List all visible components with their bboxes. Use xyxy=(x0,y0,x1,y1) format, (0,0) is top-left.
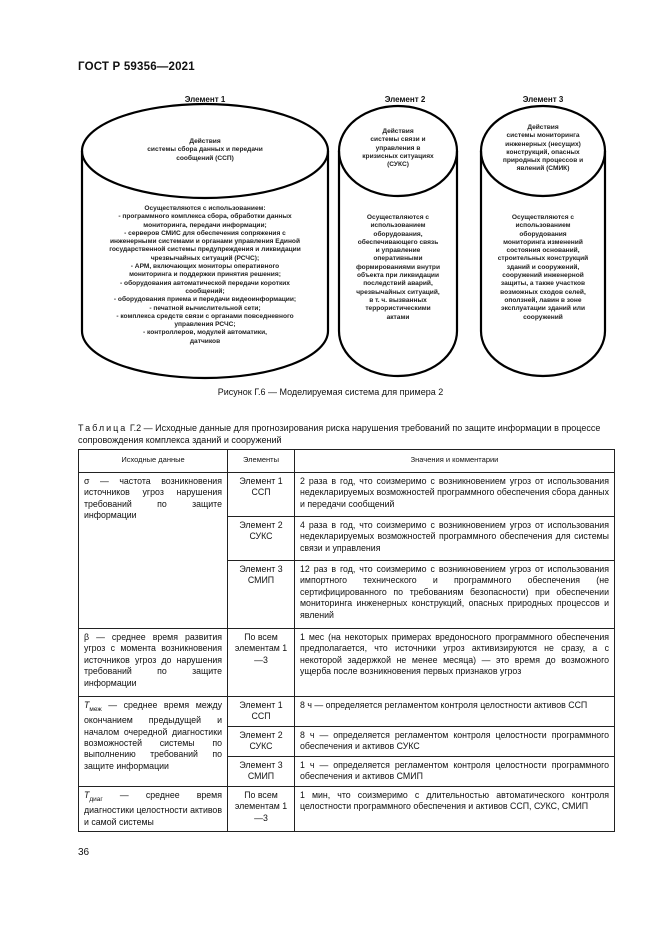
table-row xyxy=(79,787,615,832)
element-cell: Элемент 2 СУКС xyxy=(228,517,295,561)
table-caption-label: Таблица xyxy=(78,423,128,433)
value-cell: 4 раза в год, что соизмеримо с возникновением угроз от использования недекларируемых возможностей программного обеспечения для системы связи и управления xyxy=(295,517,615,561)
element-cell: Элемент 2 СУКС xyxy=(228,727,295,757)
figure-caption: Рисунок Г.6 — Моделируемая система для примера 2 xyxy=(217,387,444,397)
param-symbol: T xyxy=(84,790,90,800)
table-caption-text: Г.2 — Исходные данные для прогнозирования риска нарушения требований по защите информации в процессе сопровождения комплекса зданий и сооружений xyxy=(78,423,601,445)
source-data-table xyxy=(78,449,615,832)
element-cell: Элемент 1 ССП xyxy=(228,697,295,727)
value-cell: 2 раза в год, что соизмеримо с возникновением угроз от использования недекларируемых возможностей программного обеспечения сбора данных и передачи сообщений xyxy=(295,473,615,517)
element-1-heading: Элемент 1 xyxy=(184,95,226,104)
element-cell: По всем элементам 1—3 xyxy=(228,787,295,832)
header-elements: Элементы xyxy=(228,450,295,473)
element-2-top-text: Действия системы связи и управления в кризисных ситуациях (СУКС) xyxy=(362,128,434,169)
param-t-diag xyxy=(79,787,228,832)
element-3-heading: Элемент 3 xyxy=(522,95,564,104)
element-cell: По всем элементам 1—3 xyxy=(228,629,295,697)
param-description: — среднее время между окончанием предыдущей и началом очередной диагностики возможностей системы по выполнению требований по защите информации xyxy=(84,700,222,771)
value-cell: 1 ч — определяется регламентом контроля целостности программного обеспечения и активов СМИП xyxy=(295,757,615,787)
table-row xyxy=(79,697,615,727)
value-cell: 1 мин, что соизмеримо с длительностью автоматического контроля целостности программного обеспечения и активов ССП, СУКС, СМИП xyxy=(295,787,615,832)
param-sigma: σ — частота возникновения источников угроз нарушения требований по защите информации xyxy=(79,473,228,629)
param-subscript: меж xyxy=(89,705,102,713)
header-values: Значения и комментарии xyxy=(295,450,615,473)
element-2-body-text: Осуществляются с использованием оборудования, обеспечивающего связь и управление оперативными формированиями внутри объекта при ликвидации последствий аварий, чрезвычайных ситуаций, в т. ч. вызванных террористическими актами xyxy=(355,214,440,321)
param-subscript: диаг xyxy=(89,795,103,803)
table-row xyxy=(79,473,615,517)
element-cell: Элемент 3 СМИП xyxy=(228,561,295,629)
value-cell: 12 раз в год, что соизмеримо с возникновением угроз от использования импортного технического и программного обеспечения (не сертифицированного по требованиям безопасности) при обеспечении мониторинга инженерных конструкций, опасных природных процессов и явлений xyxy=(295,561,615,629)
element-1-body-text: Осуществляются с использованием: - программного комплекса сбора, обработки данных мониторинга, передачи информации; - серверов СМИС для обеспечения сопряжения с инженерными системами и органами управления Единой государственной системы предупреждения и ликвидации чрезвычайных ситуаций (РСЧС); - АРМ, включающих мониторы оперативного мониторинга и поддержки принятия решения; - оборудования автоматической передачи коротких сообщений; - оборудования приема и передачи видеоинформации; - печатной вычислительной сети; - комплекса средств связи с органами повседневного управления РСЧС; - контроллеров, модулей автоматики, датчиков xyxy=(109,205,301,345)
table-header-row xyxy=(79,450,615,473)
param-beta: β — среднее время развития угроз с момента возникновения источников угроз до нарушения требований по защите информации xyxy=(79,629,228,697)
element-3-top-text: Действия системы мониторинга инженерных (несущих) конструкций, опасных природных процессов и явлений (СМИК) xyxy=(502,124,584,173)
table-row xyxy=(79,629,615,697)
value-cell: 8 ч — определяется регламентом контроля целостности активов ССП xyxy=(295,697,615,727)
page-number: 36 xyxy=(78,847,90,858)
element-3-body-text: Осуществляются с использованием оборудования мониторинга изменений состояния оснований, строительных конструкций зданий и сооружений, сооружений инженерной защиты, а также участков возможных сходов селей, оползней, лавин в зоне эксплуатации зданий или сооружений xyxy=(497,214,589,321)
value-cell: 8 ч — определяется регламентом контроля целостности программного обеспечения и активов СУКС xyxy=(295,727,615,757)
value-cell: 1 мес (на некоторых примерах вредоносного программного обеспечения предполагается, что источники угроз активизируются не сразу, а с некоторой задержкой не менее месяца) — это время до возможного ущерба после возникновения первых признаков угроз xyxy=(295,629,615,697)
element-cell: Элемент 3 СМИП xyxy=(228,757,295,787)
param-description: — среднее время диагностики целостности активов и самой системы xyxy=(84,790,222,827)
param-symbol: T xyxy=(84,700,90,710)
element-cell: Элемент 1 ССП xyxy=(228,473,295,517)
element-1-top-text: Действия системы сбора данных и передачи сообщений (ССП) xyxy=(147,138,263,162)
table-caption xyxy=(78,422,614,446)
param-t-mezh xyxy=(79,697,228,787)
page-header: ГОСТ Р 59356—2021 xyxy=(78,61,195,73)
element-2-heading: Элемент 2 xyxy=(384,95,426,104)
header-source-data: Исходные данные xyxy=(79,450,228,473)
